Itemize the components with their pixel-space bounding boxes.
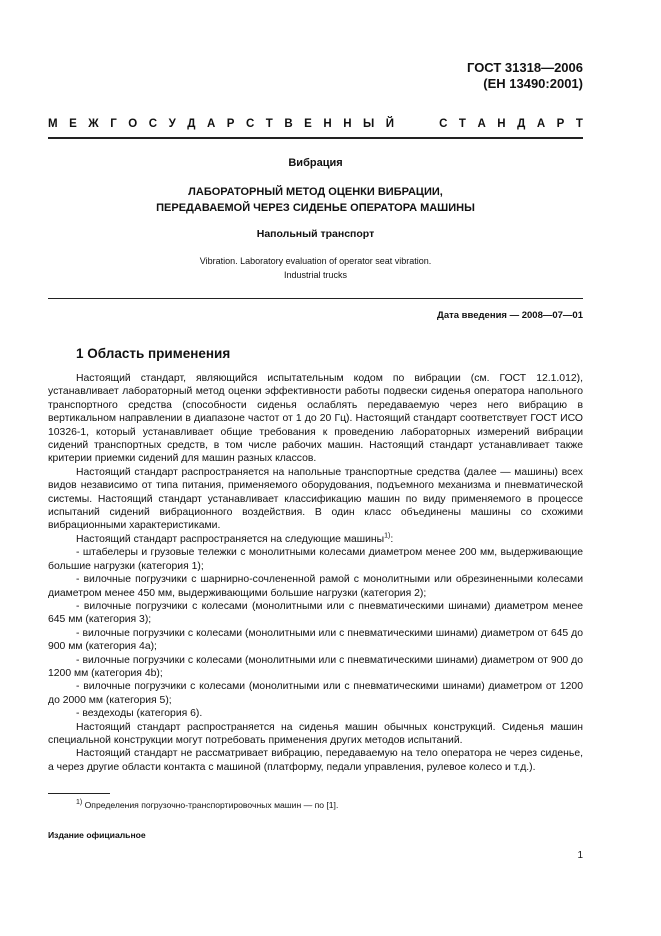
section-body bbox=[48, 372, 583, 774]
official-edition-label: Издание официальное bbox=[48, 830, 146, 840]
list-item: - вилочные погрузчики с шарнирно-сочлененной рамой с монолитными или обрезиненными колесами диаметром менее 450 мм, выдерживающими большие нагрузки (категория 2); bbox=[48, 574, 583, 599]
footnote-reference: 1) bbox=[384, 532, 391, 540]
title-line: ПЕРЕДАВАЕМОЙ ЧЕРЕЗ СИДЕНЬЕ ОПЕРАТОРА МАШИНЫ bbox=[156, 202, 475, 214]
paragraph-text: Настоящий стандарт распространяется на следующие машины bbox=[76, 533, 385, 545]
standard-number-block bbox=[467, 60, 583, 92]
english-title bbox=[48, 254, 583, 282]
banner-letter: Е bbox=[304, 118, 312, 130]
list-item: - штабелеры и грузовые тележки с монолитными колесами диаметром менее 200 мм, выдерживающие большие нагрузки (категория 1); bbox=[48, 547, 583, 572]
interstate-standard-banner bbox=[48, 118, 583, 130]
banner-letter: Й bbox=[385, 118, 395, 130]
banner-letter: В bbox=[284, 118, 293, 130]
banner-letter: Р bbox=[226, 118, 235, 130]
section-heading: 1 Область применения bbox=[76, 346, 231, 361]
banner-letter: О bbox=[128, 118, 138, 130]
footnote-divider bbox=[48, 793, 110, 794]
page-number: 1 bbox=[577, 850, 583, 861]
banner-letter: Т bbox=[575, 118, 583, 130]
banner-divider bbox=[48, 137, 583, 139]
banner-letter: Р bbox=[556, 118, 565, 130]
banner-letter: С bbox=[439, 118, 448, 130]
banner-letter: Д bbox=[517, 118, 526, 130]
banner-letter: Н bbox=[497, 118, 506, 130]
paragraph-colon: : bbox=[390, 533, 394, 545]
footnote-marker: 1) bbox=[76, 799, 83, 807]
banner-letter: А bbox=[206, 118, 216, 130]
banner-letter: Н bbox=[343, 118, 352, 130]
paragraph bbox=[48, 533, 583, 546]
topic-heading: Вибрация bbox=[288, 157, 343, 169]
banner-letter: Г bbox=[110, 118, 117, 130]
introduction-date: Дата введения — 2008—07—01 bbox=[437, 310, 583, 321]
english-title-line: Vibration. Laboratory evaluation of operator seat vibration. bbox=[199, 256, 432, 266]
paragraph: Настоящий стандарт, являющийся испытательным кодом по вибрации (см. ГОСТ 12.1.012), устанавливает лабораторный метод оценки эффективности работы подвески сиденья оператора напольного транспортного средства (способности сиденья ослаблять передаваемую через него вибрацию в вертикальном направлении в диапазоне частот от 1 до 20 Гц). Настоящий стандарт соответствует ГОСТ ИСО 10326-1, который устанавливает общие требования к проведению лабораторных измерений вибрации сидений транспортных средств, в том числе рабочих машин. Настоящий стандарт устанавливает также критерии приемки сидений для машин разных классов. bbox=[48, 373, 583, 465]
banner-letter: А bbox=[477, 118, 486, 130]
banner-letter: М bbox=[48, 118, 58, 130]
banner-letter: Е bbox=[69, 118, 77, 130]
banner-letter: Ы bbox=[363, 118, 375, 130]
paragraph: Настоящий стандарт не рассматривает вибрацию, передаваемую на тело оператора не через сиденье, а через другие области контакта с машиной (платформу, педали управления, рулевое колесо и т.д.). bbox=[48, 748, 583, 773]
list-item: - вилочные погрузчики с колесами (монолитными или с пневматическими шинами) диаметром от 1200 до 2000 мм (категория 5); bbox=[48, 681, 583, 706]
equivalent-standard: (ЕН 13490:2001) bbox=[483, 76, 583, 91]
document-title bbox=[48, 184, 583, 216]
banner-letter: А bbox=[536, 118, 546, 130]
banner-letter: Т bbox=[265, 118, 273, 130]
banner-letter: Ж bbox=[88, 118, 99, 130]
list-item: - вилочные погрузчики с колесами (монолитными или с пневматическими шинами) диаметром от 645 до 900 мм (категория 4а); bbox=[48, 627, 583, 653]
standard-number: ГОСТ 31318—2006 bbox=[467, 60, 583, 75]
banner-word-gap bbox=[406, 118, 428, 130]
title-line: ЛАБОРАТОРНЫЙ МЕТОД ОЦЕНКИ ВИБРАЦИИ, bbox=[188, 186, 443, 198]
list-item: - вездеходы (категория 6). bbox=[76, 708, 203, 720]
banner-letter: У bbox=[168, 118, 176, 130]
list-item: - вилочные погрузчики с колесами (монолитными или с пневматическими шинами) диаметром от 900 до 1200 мм (категория 4b); bbox=[48, 654, 583, 679]
paragraph: Настоящий стандарт распространяется на сиденья машин обычных конструкций. Сиденья машин специальной конструкции могут потребовать применения других методов испытаний. bbox=[48, 721, 583, 746]
footnote bbox=[76, 800, 338, 810]
paragraph: Настоящий стандарт распространяется на напольные транспортные средства (далее — машины) всех видов независимо от типа питания, применяемого оборудования, подъемного механизма и пневматической системы. Настоящий стандарт устанавливает классификацию машин по виду применяемого в процессе испытаний сидений вибрационного воздействия. В один класс объединены машины со схожими вибрационными характеристиками. bbox=[48, 466, 583, 532]
english-title-line: Industrial trucks bbox=[283, 270, 348, 280]
footnote-text: Определения погрузочно-транспортировочных машин — по [1]. bbox=[84, 800, 339, 810]
banner-letter: С bbox=[148, 118, 158, 130]
banner-letter: Т bbox=[458, 118, 466, 130]
document-subtitle: Напольный транспорт bbox=[256, 228, 375, 240]
banner-letter: Д bbox=[187, 118, 196, 130]
banner-letter: С bbox=[245, 118, 255, 130]
title-divider bbox=[48, 298, 583, 299]
list-item: - вилочные погрузчики с колесами (монолитными или с пневматическими шинами) диаметром менее 645 мм (категория 3); bbox=[48, 600, 583, 626]
banner-letter: Н bbox=[323, 118, 332, 130]
